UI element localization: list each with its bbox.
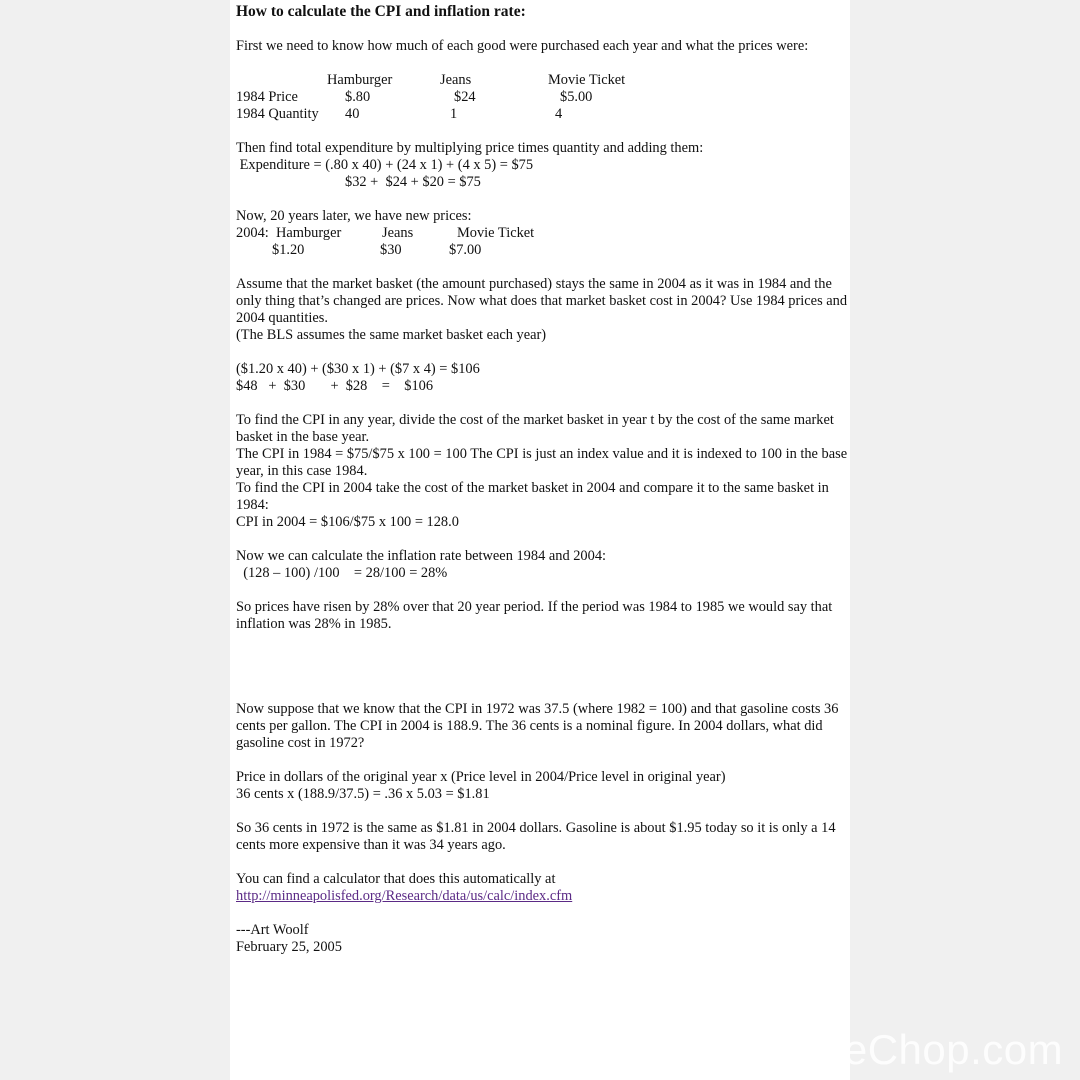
calculator-intro: You can find a calculator that does this automatically at [236, 871, 556, 887]
table-1984-cell: 1 [450, 106, 458, 122]
price-row-label: 1984 Price [236, 89, 298, 105]
table-1984-cell: 40 [345, 106, 360, 122]
prices-2004-header: Movie Ticket [457, 225, 535, 241]
basket-assumption: Assume that the market basket (the amount purchased) stays the same in 2004 as it was in 1984 and the only thing that’s changed are prices. Now what does that market basket cost in 2004? Use 1984 prices and 2004 quantities. [236, 276, 848, 326]
expenditure-equation: Expenditure = (.80 x 40) + (24 x 1) + (4 x 5) = $75 [236, 157, 534, 173]
expenditure-intro: Then find total expenditure by multiplying price times quantity and adding them: [236, 140, 704, 156]
expenditure-sum: $32 + $24 + $20 = $75 [345, 174, 481, 190]
watermark: geChop.com [820, 1026, 1064, 1073]
table-1984-header: Hamburger [327, 72, 393, 88]
prices-2004-cell: $30 [380, 242, 402, 258]
cpi-definition: To find the CPI in any year, divide the cost of the market basket in year t by the cost of the same market basket in the base year. [236, 412, 834, 445]
inflation-summary: So prices have risen by 28% over that 20 year period. If the period was 1984 to 1985 we would say that inflation was 28% in 1985. [236, 599, 833, 632]
cpi-2004-result: CPI in 2004 = $106/$75 x 100 = 128.0 [236, 514, 459, 530]
table-1984-header: Movie Ticket [548, 72, 626, 88]
document-page [230, 0, 850, 1080]
prices-2004-header: Hamburger [276, 225, 342, 241]
year-2004-label: 2004: [236, 225, 269, 241]
table-1984-cell: 4 [555, 106, 563, 122]
basket-sum: $48 + $30 + $28 = $106 [236, 378, 434, 394]
signature-date: February 25, 2005 [236, 939, 342, 955]
prices-2004-header: Jeans [382, 225, 414, 241]
gasoline-question: Now suppose that we know that the CPI in 1972 was 37.5 (where 1982 = 100) and that gasoline costs 36 cents per gallon. The CPI in 2004 is 188.9. The 36 cents is a nominal figure. In 2004 dollars, what did gasoline cost in 1972? [236, 701, 839, 751]
basket-calculation: ($1.20 x 40) + ($30 x 1) + ($7 x 4) = $106 [236, 361, 480, 377]
author-signature: ---Art Woolf [236, 922, 309, 938]
gasoline-formula: Price in dollars of the original year x (Price level in 2004/Price level in original year) [236, 769, 726, 785]
prices-2004-header-row [236, 225, 850, 242]
table-1984-header: Jeans [440, 72, 472, 88]
gasoline-conclusion: So 36 cents in 1972 is the same as $1.81 in 2004 dollars. Gasoline is about $1.95 today so it is only a 14 cents more expensive than it was 34 years ago. [236, 820, 836, 853]
prices-2004-value-row [236, 242, 850, 259]
cpi-1984: The CPI in 1984 = $75/$75 x 100 = 100 The CPI is just an index value and it is indexed to 100 in the base year, in this case 1984. [236, 446, 848, 479]
calculator-link[interactable]: http://minneapolisfed.org/Research/data/us/calc/index.cfm [236, 888, 573, 904]
table-1984-price-row [236, 89, 850, 106]
table-1984-header-row [236, 72, 850, 89]
table-1984 [236, 72, 850, 123]
table-1984-quantity-row [236, 106, 850, 123]
prices-2004-cell: $7.00 [449, 242, 482, 258]
table-1984-cell: $5.00 [560, 89, 593, 105]
table-1984-cell: $.80 [345, 89, 371, 105]
quantity-row-label: 1984 Quantity [236, 106, 319, 122]
bls-note: (The BLS assumes the same market basket each year) [236, 327, 547, 343]
gasoline-calculation: 36 cents x (188.9/37.5) = .36 x 5.03 = $1.81 [236, 786, 490, 802]
cpi-2004-method: To find the CPI in 2004 take the cost of the market basket in 2004 and compare it to the same basket in 1984: [236, 480, 829, 513]
table-1984-cell: $24 [454, 89, 476, 105]
inflation-intro: Now we can calculate the inflation rate between 1984 and 2004: [236, 548, 607, 564]
prices-2004-intro: Now, 20 years later, we have new prices: [236, 208, 472, 224]
inflation-calculation: (128 – 100) /100 = 28/100 = 28% [236, 565, 448, 581]
prices-2004-cell: $1.20 [272, 242, 305, 258]
document-body [236, 3, 850, 956]
intro-paragraph: First we need to know how much of each good were purchased each year and what the prices were: [236, 38, 809, 54]
page-title: How to calculate the CPI and inflation rate: [236, 3, 526, 20]
